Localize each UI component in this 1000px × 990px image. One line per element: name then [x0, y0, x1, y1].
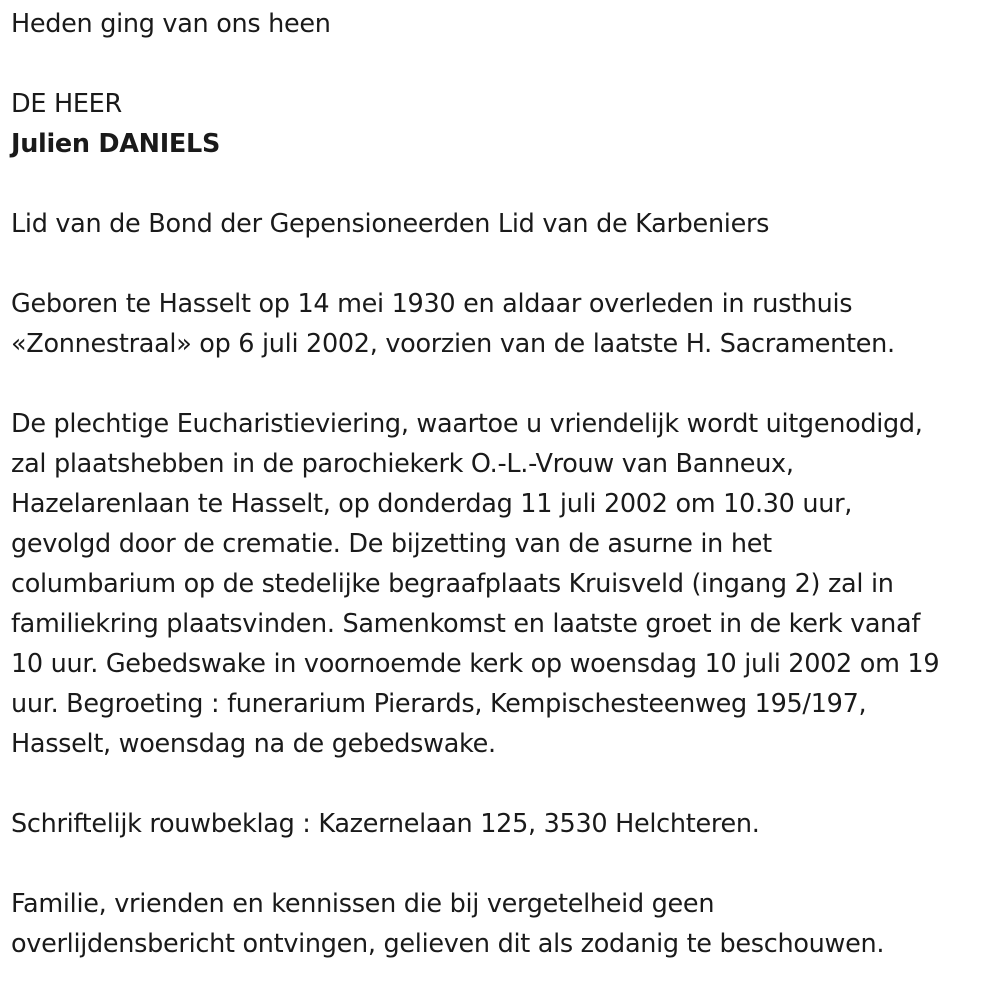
- ceremony-line: De plechtige Eucharistieviering, waartoe u vriendelijk wordt uitgenodigd,: [11, 409, 923, 439]
- spacer: [11, 764, 996, 804]
- closing-paragraph: [11, 884, 996, 964]
- ceremony-line: 10 uur. Gebedswake in voornoemde kerk op woensdag 10 juli 2002 om 19: [11, 649, 940, 679]
- birth-death-line: «Zonnestraal» op 6 juli 2002, voorzien van de laatste H. Sacramenten.: [11, 329, 895, 359]
- ceremony-line: Hazelarenlaan te Hasselt, op donderdag 11 juli 2002 om 10.30 uur,: [11, 489, 853, 519]
- death-notice: [11, 4, 996, 964]
- spacer: [11, 844, 996, 884]
- spacer: [11, 44, 996, 84]
- deceased-name: Julien DANIELS: [11, 129, 221, 159]
- ceremony-line: uur. Begroeting : funerarium Pierards, Kempischesteenweg 195/197,: [11, 689, 867, 719]
- closing-line: Familie, vrienden en kennissen die bij vergetelheid geen: [11, 889, 715, 919]
- ceremony-paragraph: [11, 404, 996, 764]
- birth-death-line: Geboren te Hasselt op 14 mei 1930 en aldaar overleden in rusthuis: [11, 289, 853, 319]
- spacer: [11, 244, 996, 284]
- ceremony-line: familiekring plaatsvinden. Samenkomst en laatste groet in de kerk vanaf: [11, 609, 921, 639]
- closing-line: overlijdensbericht ontvingen, gelieven dit als zodanig te beschouwen.: [11, 929, 885, 959]
- spacer: [11, 164, 996, 204]
- birth-death-paragraph: [11, 284, 996, 364]
- honorific-title: DE HEER: [11, 89, 122, 119]
- condolence-address: Schriftelijk rouwbeklag : Kazernelaan 125, 3530 Helchteren.: [11, 809, 760, 839]
- spacer: [11, 364, 996, 404]
- opening-line: Heden ging van ons heen: [11, 9, 331, 39]
- ceremony-line: columbarium op de stedelijke begraafplaats Kruisveld (ingang 2) zal in: [11, 569, 894, 599]
- ceremony-line: gevolgd door de crematie. De bijzetting van de asurne in het: [11, 529, 772, 559]
- memberships: Lid van de Bond der Gepensioneerden Lid van de Karbeniers: [11, 209, 770, 239]
- ceremony-line: zal plaatshebben in de parochiekerk O.-L.-Vrouw van Banneux,: [11, 449, 794, 479]
- ceremony-line: Hasselt, woensdag na de gebedswake.: [11, 729, 496, 759]
